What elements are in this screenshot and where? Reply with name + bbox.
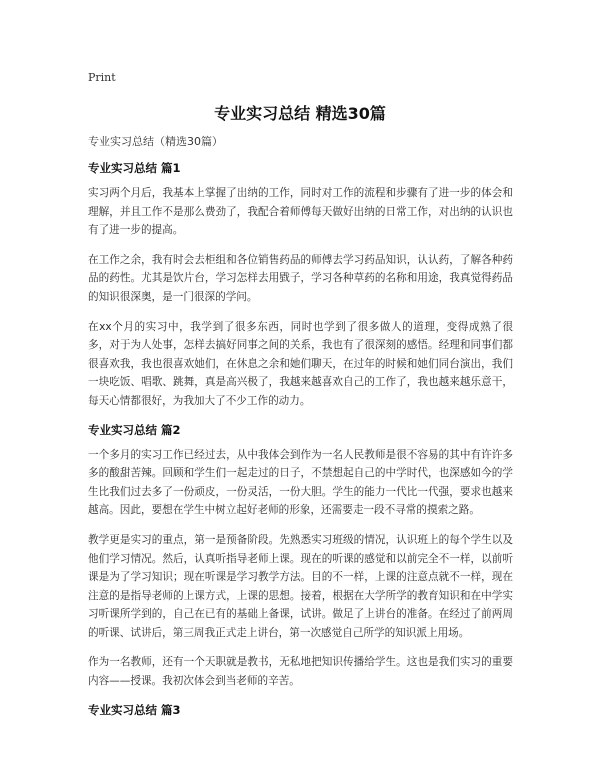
section-heading: 专业实习总结 篇3	[88, 702, 181, 717]
paragraph: 在xx个月的实习中，我学到了很多东西，同时也学到了很多做人的道理，变得成熟了很多，对于为人处事，怎样去搞好同事之间的关系，我也有了很深刻的感悟。经理和同事们都很喜欢我，我也很喜欢她们，在休息之余和她们聊天，在过年的时候和她们同台演出，我们一块吃饭、唱歌、跳舞，真是高兴极了，我越来越喜欢自己的工作了，我也越来越乐意干，每天心情都很好，为我加大了不少工作的动力。	[88, 320, 513, 407]
section-1	[88, 160, 513, 411]
paragraph: 教学更是实习的重点，第一是预备阶段。先熟悉实习班级的情况，认识班上的每个学生以及他们学习情况。然后，认真听指导老师上课。现在的听课的感觉和以前完全不一样，以前听课是为了学习知识；现在听课是学习教学方法。目的不一样，上课的注意点就不一样，现在注意的是指导老师的上课方式，上课的思想。接着，根据在大学所学的教育知识和在中学实习听课所学到的，自己在已有的基础上备课，试讲。做足了上讲台的准备。在经过了前两周的听课、试讲后，第三周我正式走上讲台，第一次感觉自己所学的知识派上用场。	[88, 533, 513, 639]
page-title: 专业实习总结 精选30篇	[214, 104, 386, 123]
document-subtitle: 专业实习总结（精选30篇）	[88, 135, 223, 148]
paragraph: 作为一名教师，还有一个天职就是教书，无私地把知识传播给学生。这也是我们实习的重要内容——授课。我初次体会到当老师的辛苦。	[88, 656, 513, 688]
document-body	[88, 160, 513, 726]
section-2	[88, 422, 513, 691]
paragraph: 实习两个月后，我基本上掌握了出纳的工作，同时对工作的流程和步骤有了进一步的体会和理解，并且工作不是那么费劲了，我配合着师傅每天做好出纳的日常工作，对出纳的认识也有了进一步的提高。	[88, 187, 513, 237]
print-label: Print	[88, 71, 116, 84]
section-3	[88, 702, 513, 718]
paragraph: 在工作之余，我有时会去柜组和各位销售药品的师傅去学习药品知识，认认药，了解各种药品的药性。尤其是饮片台，学习怎样去用戥子，学习各种草药的名称和用途，我真觉得药品的知识很深奥，是一门很深的学问。	[88, 253, 513, 303]
paragraph: 一个多月的实习工作已经过去，从中我体会到作为一名人民教师是很不容易的其中有许许多多的酸甜苦辣。回顾和学生们一起走过的日子，不禁想起自己的中学时代，也深感如今的学生比我们过去多了一份顽皮，一份灵活，一份大胆。学生的能力一代比一代强，要求也越来越高。因此，要想在学生中树立起好老师的形象，还需要走一段不寻常的摸索之路。	[88, 448, 513, 517]
section-heading: 专业实习总结 篇1	[88, 161, 181, 175]
section-heading: 专业实习总结 篇2	[88, 422, 181, 437]
